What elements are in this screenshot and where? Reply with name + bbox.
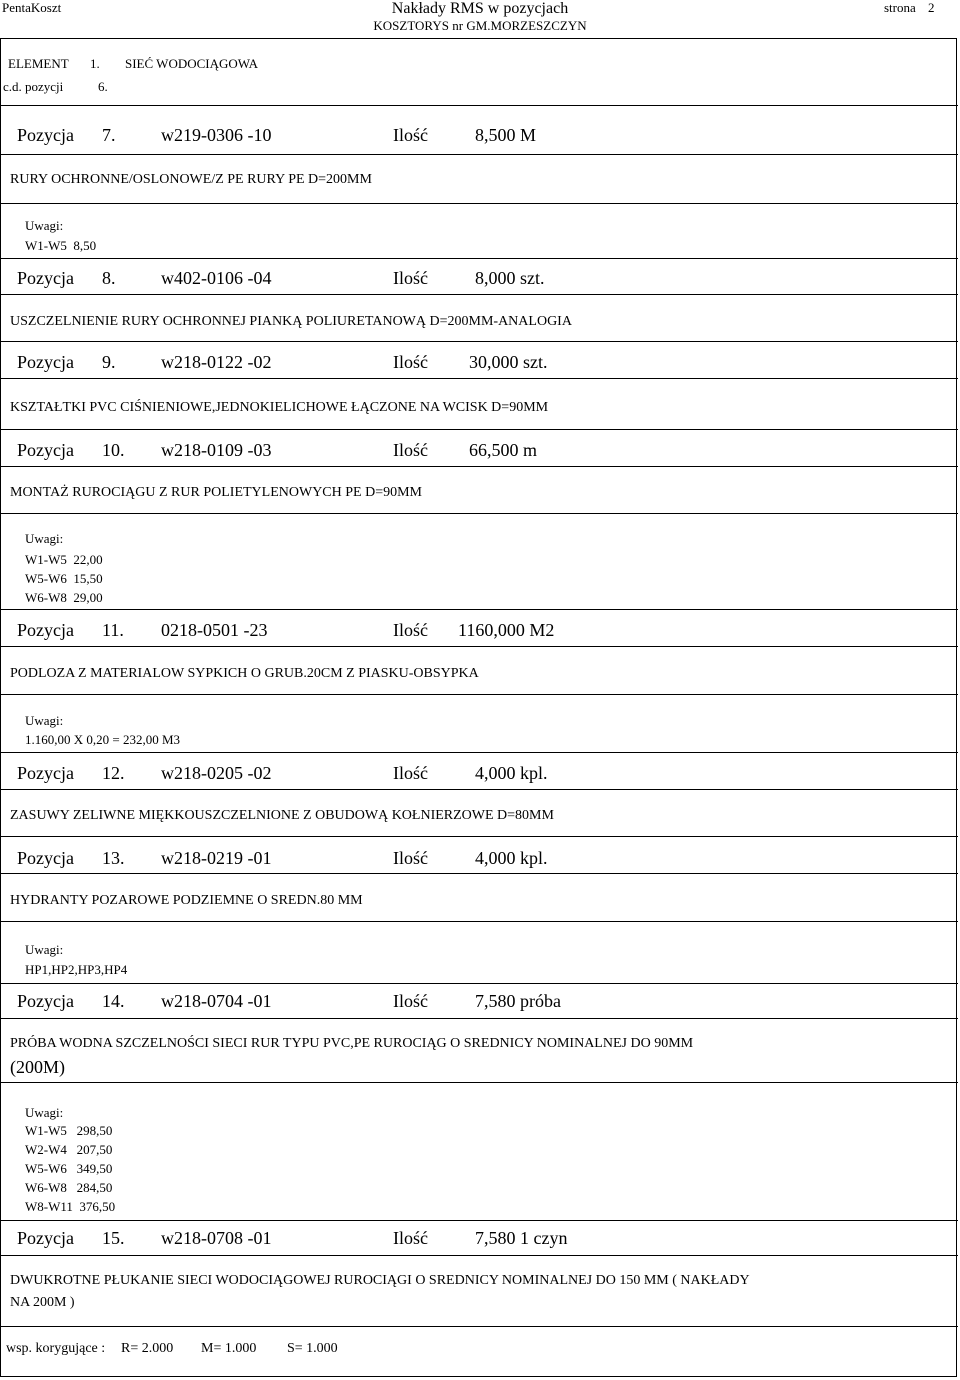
position-number: 14. <box>102 991 125 1011</box>
divider <box>1 873 958 874</box>
report-subtitle: KOSZTORYS nr GM.MORZESZCZYN <box>373 18 587 33</box>
divider <box>1 694 958 695</box>
position-number: 9. <box>102 352 116 372</box>
coefficient-m: M= 1.000 <box>201 1341 257 1356</box>
notes-line: HP1,HP2,HP3,HP4 <box>25 962 128 977</box>
position-description: ZASUWY ZELIWNE MIĘKKOUSZCZELNIONE Z OBUDOWĄ KOŁNIERZOWE D=80MM <box>10 808 554 823</box>
position-code: 0218-0501 -23 <box>161 620 268 640</box>
divider <box>1 983 958 984</box>
position-label: Pozycja <box>17 125 74 145</box>
position-number: 13. <box>102 848 125 868</box>
divider <box>1 429 958 430</box>
notes-label: Uwagi: <box>25 713 64 728</box>
document-frame <box>0 38 957 1377</box>
element-label: ELEMENT <box>8 56 69 71</box>
divider <box>1 1326 958 1327</box>
quantity-value: 1160,000 M2 <box>458 620 555 640</box>
notes-line: W1-W5 8,50 <box>25 238 97 253</box>
coefficient-s: S= 1.000 <box>287 1341 338 1356</box>
position-description: PRÓBA WODNA SZCZELNOŚCI SIECI RUR TYPU PVC,PE RUROCIĄG O SREDNICY NOMINALNEJ DO 90MM <box>10 1036 694 1051</box>
divider <box>1 294 958 295</box>
page-number: 2 <box>928 0 935 15</box>
position-number: 12. <box>102 763 125 783</box>
element-number: 1. <box>90 56 100 71</box>
position-description: DWUKROTNE PŁUKANIE SIECI WODOCIĄGOWEJ RUROCIĄGI O SREDNICY NOMINALNEJ DO 150 MM ( NAKŁADY <box>10 1273 750 1288</box>
divider <box>1 378 958 379</box>
position-label: Pozycja <box>17 1228 74 1248</box>
report-header <box>0 0 960 34</box>
position-number: 15. <box>102 1228 125 1248</box>
divider <box>1 258 958 259</box>
divider <box>1 513 958 514</box>
notes-label: Uwagi: <box>25 1105 64 1120</box>
position-number: 8. <box>102 268 116 288</box>
position-number: 11. <box>102 620 124 640</box>
divider <box>1 1018 958 1019</box>
notes-line: W6-W8 284,50 <box>25 1180 113 1195</box>
notes-line: W1-W5 22,00 <box>25 552 103 567</box>
page-label: strona <box>884 0 916 15</box>
divider <box>1 646 958 647</box>
position-code: w218-0109 -03 <box>161 440 272 460</box>
divider <box>1 836 958 837</box>
quantity-value: 30,000 szt. <box>469 352 548 372</box>
position-label: Pozycja <box>17 352 74 372</box>
position-label: Pozycja <box>17 991 74 1011</box>
position-description: HYDRANTY POZAROWE PODZIEMNE O SREDN.80 MM <box>10 893 363 908</box>
position-description: RURY OCHRONNE/OSLONOWE/Z PE RURY PE D=200MM <box>10 172 372 187</box>
quantity-label: Ilość <box>393 848 428 868</box>
position-label: Pozycja <box>17 440 74 460</box>
position-code: w218-0122 -02 <box>161 352 272 372</box>
quantity-label: Ilość <box>393 125 428 145</box>
quantity-value: 7,580 próba <box>475 991 561 1011</box>
position-label: Pozycja <box>17 268 74 288</box>
notes-line: W5-W6 349,50 <box>25 1161 113 1176</box>
quantity-label: Ilość <box>393 440 428 460</box>
divider <box>1 105 958 106</box>
quantity-value: 66,500 m <box>469 440 538 460</box>
divider <box>1 154 958 155</box>
coefficient-r: R= 2.000 <box>121 1341 174 1356</box>
notes-line: W5-W6 15,50 <box>25 571 103 586</box>
divider <box>1 341 958 342</box>
element-name: SIEĆ WODOCIĄGOWA <box>125 56 259 71</box>
notes-line: W2-W4 207,50 <box>25 1142 113 1157</box>
position-description: KSZTAŁTKI PVC CIŚNIENIOWE,JEDNOKIELICHOWE ŁĄCZONE NA WCISK D=90MM <box>10 400 549 415</box>
notes-line: 1.160,00 X 0,20 = 232,00 M3 <box>25 732 181 747</box>
position-number: 10. <box>102 440 125 460</box>
divider <box>1 609 958 610</box>
position-code: w218-0205 -02 <box>161 763 272 783</box>
quantity-label: Ilość <box>393 352 428 372</box>
notes-line: W6-W8 29,00 <box>25 590 103 605</box>
divider <box>1 1082 958 1083</box>
divider <box>1 1255 958 1256</box>
continuation-number: 6. <box>98 79 108 94</box>
position-code: w218-0708 -01 <box>161 1228 272 1248</box>
position-description-continued: NA 200M ) <box>10 1295 75 1310</box>
quantity-value: 4,000 kpl. <box>475 848 548 868</box>
quantity-label: Ilość <box>393 268 428 288</box>
position-label: Pozycja <box>17 763 74 783</box>
position-code: w218-0704 -01 <box>161 991 272 1011</box>
notes-label: Uwagi: <box>25 942 64 957</box>
notes-label: Uwagi: <box>25 218 64 233</box>
quantity-value: 4,000 kpl. <box>475 763 548 783</box>
position-description: USZCZELNIENIE RURY OCHRONNEJ PIANKĄ POLIURETANOWĄ D=200MM-ANALOGIA <box>10 314 572 329</box>
position-code: w219-0306 -10 <box>161 125 272 145</box>
quantity-value: 8,000 szt. <box>475 268 545 288</box>
app-name: PentaKoszt <box>2 0 62 15</box>
divider <box>1 752 958 753</box>
quantity-label: Ilość <box>393 991 428 1011</box>
position-code: w402-0106 -04 <box>161 268 272 288</box>
quantity-value: 7,580 1 czyn <box>475 1228 568 1248</box>
quantity-label: Ilość <box>393 763 428 783</box>
continuation-label: c.d. pozycji <box>3 79 64 94</box>
position-number: 7. <box>102 125 116 145</box>
coefficients-label: wsp. korygujące : <box>6 1341 106 1356</box>
notes-label: Uwagi: <box>25 531 64 546</box>
divider <box>1 466 958 467</box>
quantity-value: 8,500 M <box>475 125 537 145</box>
position-description: MONTAŻ RUROCIĄGU Z RUR POLIETYLENOWYCH PE D=90MM <box>10 485 422 500</box>
position-description: PODLOZA Z MATERIALOW SYPKICH O GRUB.20CM Z PIASKU-OBSYPKA <box>10 666 479 681</box>
position-description-continued: (200M) <box>10 1057 65 1077</box>
position-label: Pozycja <box>17 620 74 640</box>
quantity-label: Ilość <box>393 620 428 640</box>
position-label: Pozycja <box>17 848 74 868</box>
position-code: w218-0219 -01 <box>161 848 272 868</box>
notes-line: W8-W11 376,50 <box>25 1199 116 1214</box>
divider <box>1 203 958 204</box>
divider <box>1 789 958 790</box>
quantity-label: Ilość <box>393 1228 428 1248</box>
divider <box>1 921 958 922</box>
divider <box>1 1220 958 1221</box>
report-title: Nakłady RMS w pozycjach <box>391 0 569 17</box>
notes-line: W1-W5 298,50 <box>25 1123 113 1138</box>
